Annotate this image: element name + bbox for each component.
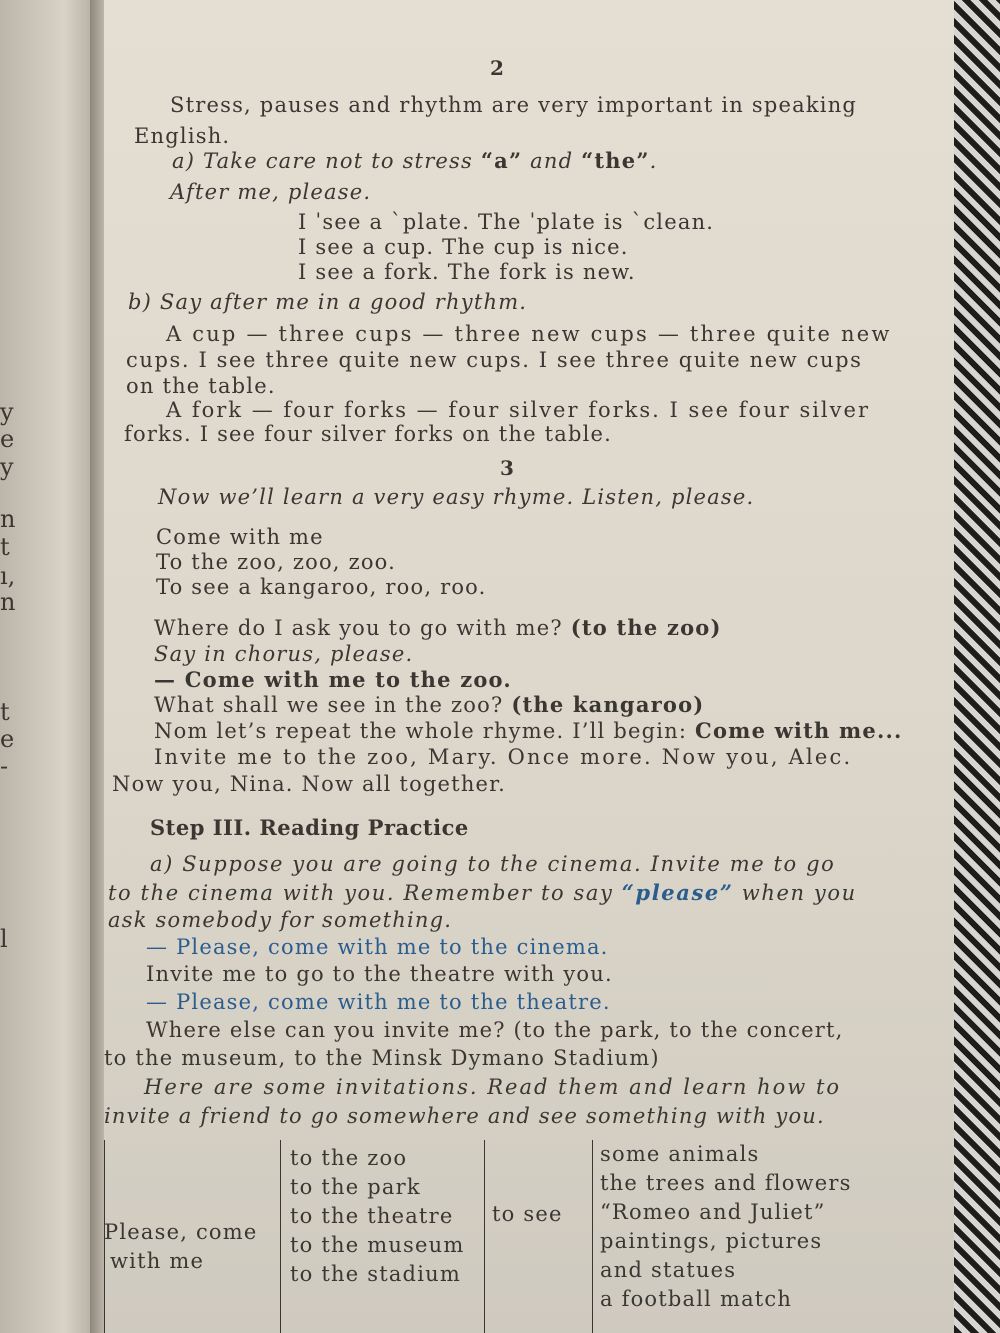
invitation-table <box>104 1140 954 1333</box>
left-page-edge <box>0 0 92 1333</box>
chorus-answer: — Come with me to the zoo. <box>154 667 512 692</box>
book-page <box>104 0 954 1333</box>
table-cell: with me <box>110 1249 205 1273</box>
question-line <box>154 615 722 640</box>
step3-instruction-text: when you <box>733 881 857 905</box>
practice-sentence: I see a cup. The cup is nice. <box>298 235 629 259</box>
step3-instruction-text: to the cinema with you. Remember to say <box>108 881 622 905</box>
rhythm-line: on the table. <box>126 374 276 398</box>
rhyme-line: Come with me <box>156 525 324 549</box>
table-col-invite <box>104 1218 258 1276</box>
rhythm-line: A cup — three cups — three new cups — three quite new <box>166 322 892 346</box>
left-page-fragment: ı, <box>0 562 16 590</box>
table-cell: “Romeo and Juliet” <box>600 1200 826 1224</box>
table-col-places <box>290 1144 465 1289</box>
stress-word-the: “the” <box>581 148 650 173</box>
table-cell: to the zoo <box>290 1146 408 1170</box>
rhythm-line: forks. I see four silver forks on the table. <box>124 422 613 446</box>
table-cell: and statues <box>600 1258 737 1282</box>
rhythm-line: A fork — four forks — four silver forks. I see four silver <box>166 398 870 422</box>
after-me-line: After me, please. <box>170 180 372 204</box>
left-page-fragment: l <box>0 925 8 953</box>
left-page-fragment: e <box>0 725 15 753</box>
chorus-instruction: Say in chorus, please. <box>154 642 414 666</box>
table-divider <box>280 1140 281 1333</box>
instruction-b: b) Say after me in a good rhythm. <box>128 290 528 314</box>
table-divider <box>484 1140 485 1333</box>
left-page-fragment: e <box>0 425 15 453</box>
table-col-things <box>600 1140 852 1314</box>
invite-line: Now you, Nina. Now all together. <box>112 772 506 796</box>
example-answer: — Please, come with me to the theatre. <box>146 990 611 1014</box>
table-cell: Please, come <box>104 1220 258 1244</box>
table-divider <box>592 1140 593 1333</box>
invite-theatre-line: Invite me to go to the theatre with you. <box>146 962 613 986</box>
left-page-fragment: t <box>0 533 10 561</box>
step3-instruction <box>108 880 857 905</box>
table-cell: the trees and flowers <box>600 1171 852 1195</box>
question-text: What shall we see in the zoo? <box>154 693 512 717</box>
section3-intro: Now we’ll learn a very easy rhyme. Listen, please. <box>158 485 755 509</box>
table-cell: to see <box>492 1202 563 1226</box>
left-page-fragment: n <box>0 588 16 616</box>
practice-sentence: I ˈsee a ˋplate. The ˈplate is ˋclean. <box>298 210 715 234</box>
stress-word-a: “a” <box>480 148 523 173</box>
table-cell: a football match <box>600 1287 793 1311</box>
table-cell: some animals <box>600 1142 760 1166</box>
table-cell: to the stadium <box>290 1262 461 1286</box>
here-are-line: invite a friend to go somewhere and see something with you. <box>104 1104 825 1128</box>
page-number: 2 <box>490 56 506 80</box>
rhyme-line: To see a kangaroo, roo, roo. <box>156 575 487 599</box>
left-page-fragment: y <box>0 453 14 481</box>
please-keyword: “please” <box>621 880 734 905</box>
left-page-fragment: - <box>0 752 9 780</box>
repeat-bold-text: Come with me... <box>695 718 903 743</box>
example-answer: — Please, come with me to the cinema. <box>146 935 609 959</box>
question-answer: (to the zoo) <box>570 615 722 640</box>
practice-sentence: I see a fork. The fork is new. <box>298 260 636 284</box>
rhythm-line: cups. I see three quite new cups. I see three quite new cups <box>126 348 863 372</box>
where-else-line: to the museum, to the Minsk Dymano Stadium) <box>104 1046 660 1070</box>
left-page-fragment: n <box>0 505 16 533</box>
table-cell: to the park <box>290 1175 421 1199</box>
question-text: Where do I ask you to go with me? <box>154 616 571 640</box>
table-col-to-see <box>492 1200 563 1229</box>
repeat-line <box>154 718 903 743</box>
step-heading: Step III. Reading Practice <box>150 815 469 840</box>
section-number: 3 <box>500 456 516 480</box>
intro-line: English. <box>134 124 231 148</box>
invite-line: Invite me to the zoo, Mary. Once more. Now you, Alec. <box>154 745 853 769</box>
rhyme-line: To the zoo, zoo, zoo. <box>156 550 397 574</box>
here-are-line: Here are some invitations. Read them and learn how to <box>144 1075 842 1099</box>
step3-instruction: ask somebody for something. <box>108 908 453 932</box>
question-line <box>154 692 704 717</box>
question-answer: (the kangaroo) <box>511 692 705 717</box>
step3-instruction: a) Suppose you are going to the cinema. Invite me to go <box>150 852 836 876</box>
instruction-a-end: . <box>649 149 658 173</box>
where-else-line: Where else can you invite me? (to the park, to the concert, <box>146 1018 844 1042</box>
instruction-a-mid: and <box>522 149 582 173</box>
instruction-a <box>172 148 658 173</box>
table-cell: to the theatre <box>290 1204 454 1228</box>
instruction-a-text: a) Take care not to stress <box>172 149 481 173</box>
left-page-fragment: t <box>0 698 10 726</box>
table-cell: paintings, pictures <box>600 1229 823 1253</box>
background-fabric <box>954 0 1000 1333</box>
left-page-fragment: y <box>0 398 14 426</box>
intro-line: Stress, pauses and rhythm are very important in speaking <box>170 93 858 117</box>
repeat-text: Nom let’s repeat the whole rhyme. I’ll begin: <box>154 719 696 743</box>
table-cell: to the museum <box>290 1233 465 1257</box>
